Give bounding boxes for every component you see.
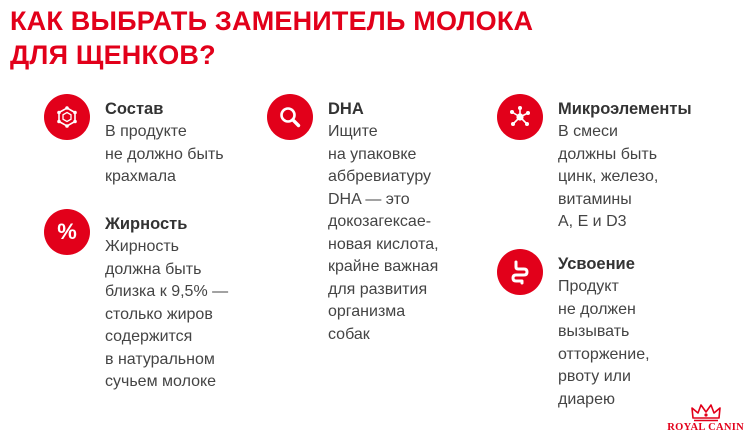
item-text: Продукт не должен вызывать отторжение, рвоту или диарею [558, 278, 650, 408]
item-heading: DHA [328, 100, 364, 118]
title-line-2: ДЛЯ ЩЕНКОВ? [10, 40, 216, 70]
molecule-network-icon [497, 94, 543, 140]
molecule-hexagon-icon [44, 94, 90, 140]
percent-icon [44, 209, 90, 255]
item-text: Жирность должна быть близка к 9,5% — столько жиров содержится в натуральном сучьем молоке [105, 238, 229, 390]
crown-icon [689, 402, 723, 422]
item-heading: Микроэлементы [558, 100, 692, 118]
item-text: Ищите на упаковке аббревиатуру DHA — это докозагексае- новая кислота, крайне важная для развития организма собак [328, 123, 439, 343]
item-text: В продукте не должно быть крахмала [105, 123, 224, 185]
intestine-icon [497, 249, 543, 295]
magnifier-icon [267, 94, 313, 140]
title-line-1: КАК ВЫБРАТЬ ЗАМЕНИТЕЛЬ МОЛОКА [10, 6, 534, 36]
royal-canin-logo [667, 402, 744, 434]
logo-text: ROYAL CANIN [667, 422, 744, 433]
page-title [10, 4, 533, 72]
item-text: В смеси должны быть цинк, железо, витамины А, Е и D3 [558, 123, 659, 230]
item-heading: Жирность [105, 215, 188, 233]
percent-glyph: % [57, 219, 77, 244]
item-heading: Усвоение [558, 255, 635, 273]
item-heading: Состав [105, 100, 164, 118]
